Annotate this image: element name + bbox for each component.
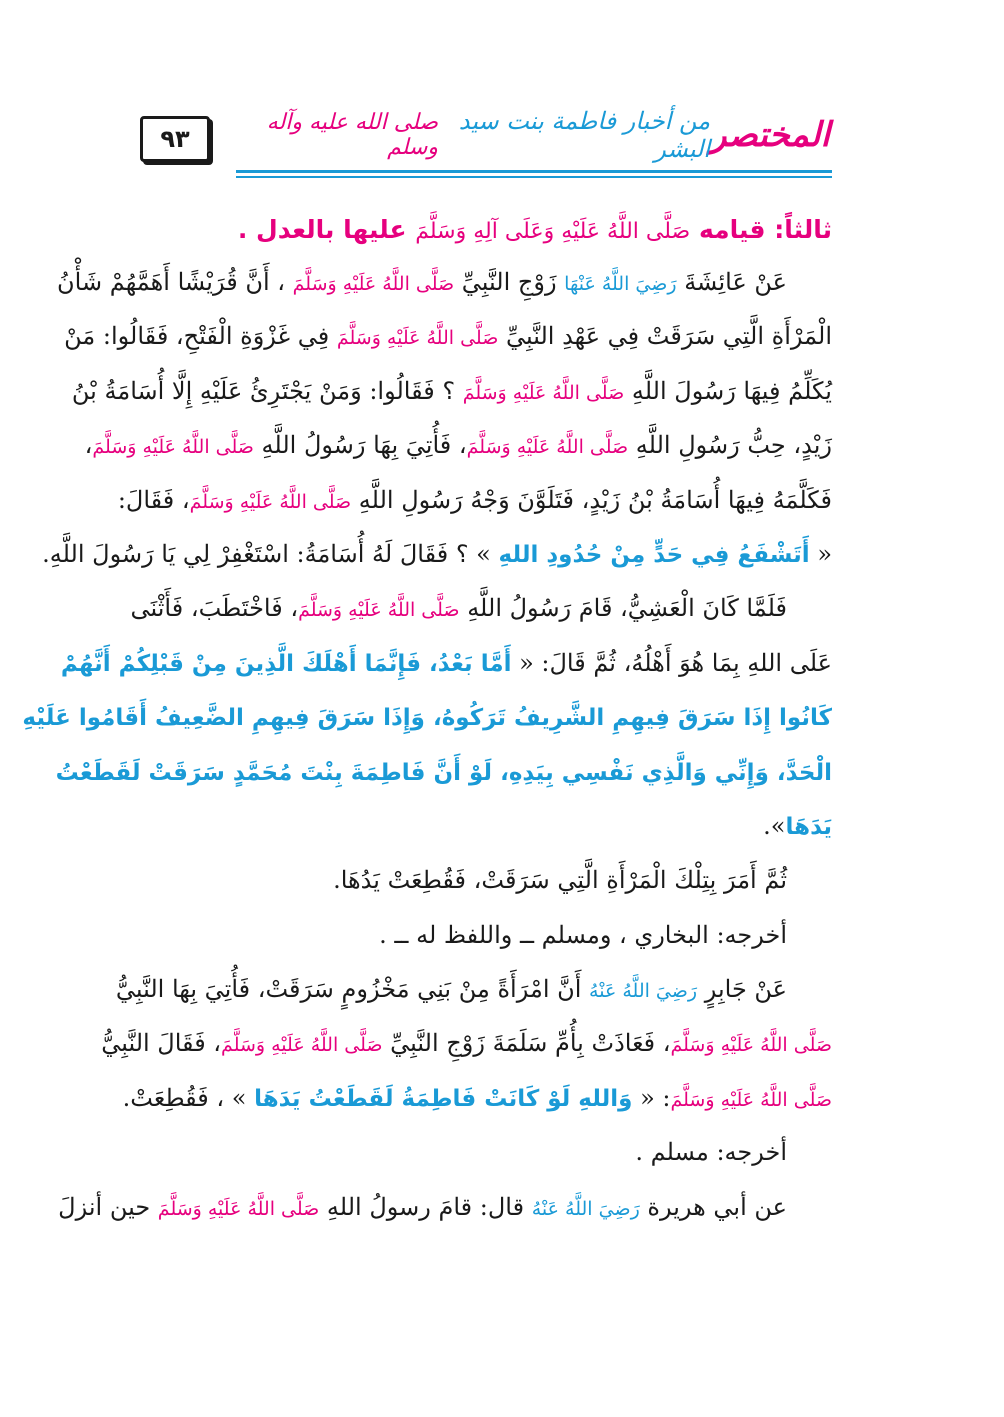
text-line [71,364,832,418]
salat-formula: صَلَّى اللَّهُ عَلَيْهِ وَسَلَّمَ [670,1088,832,1111]
text-span: ؟ فَقَالُوا: وَمَنْ يَجْتَرِئُ عَلَيْهِ إِلَّا أُسَامَةُ بْنُ [71,376,463,405]
text-span: ، فَقَالَ النَّبِيُّ [101,1029,222,1058]
text-span: قال: قامَ رسولُ اللهِ [319,1192,532,1221]
text-span: فَلَمَّا كَانَ الْعَشِيُّ، قَامَ رَسُولُ اللَّهِ [459,594,787,623]
text-span: الْمَرْأَةِ الَّتِي سَرَقَتْ فِي عَهْدِ النَّبِيِّ [498,322,832,351]
salat-formula: صَلَّى اللَّهُ عَلَيْهِ وَسَلَّمَ [336,327,499,350]
citation: أخرجه: البخاري ، ومسلم ــ واللفظ له ــ . [379,920,787,949]
text-line [64,309,832,363]
salat-formula: صَلَّى اللَّهُ عَلَيْهِ وَسَلَّمَ [466,436,629,459]
citation: أخرجه: مسلم . [635,1138,787,1167]
text-span: حين أنزلَ [58,1192,158,1221]
text-span: ، فَأُتِيَ بِهَا رَسُولُ اللَّهِ [253,431,467,460]
text-line [42,527,832,581]
text-line [172,853,832,907]
text-line [57,255,832,309]
heading-suffix: عليها بالعدل . [237,215,407,244]
citation-line [172,908,832,962]
salat-formula: صَلَّى اللَّهُ عَلَيْهِ وَسَلَّمَ [92,436,254,459]
text-span: زَيْدٍ، حِبُّ رَسُولِ اللَّهِ [628,431,832,460]
text-line [130,581,832,635]
text-span: ، أَنَّ قُرَيْشًا أَهَمَّهُمْ شَأْنُ [57,268,293,296]
text-line [115,962,832,1016]
hadith-text: الْحَدَّ، وَإِنِّي وَالَّذِي نَفْسِي بِيَدِهِ، لَوْ أَنَّ فَاطِمَةَ بِنْتَ مُحَمَّدٍ سَرَقَتْ لَقَطَعْتُ [55,759,832,786]
hadith-text: كَانُوا إِذَا سَرَقَ فِيهِمِ الشَّرِيفُ تَرَكُوهُ، وَإِذَا سَرَقَ فِيهِمِ الضَّعِيفُ أَقَامُوا عَلَيْهِ [22,705,832,732]
hadith-text: وَاللهِ لَوْ كَانَتْ فَاطِمَةُ لَقَطَعْتُ يَدَهَا [254,1085,633,1112]
text-span: ، فَقَالَ: [117,485,190,514]
text-span: » ؟ فَقَالَ لَهُ أُسَامَةُ: اسْتَغْفِرْ لِي يَا رَسُولَ اللَّهِ. [42,539,499,568]
text-span: عَنْ جَابِرٍ [697,975,787,1004]
page-body [22,205,832,1234]
salat-formula: صَلَّى اللَّهُ عَلَيْهِ وَسَلَّمَ [462,381,625,404]
header-rule-bottom [236,176,832,178]
text-span: عَلَى اللهِ بِمَا هُوَ أَهْلُهُ، ثُمَّ قَالَ: « [511,648,832,677]
text-span: يُكَلِّمُ فِيهَا رَسُولَ اللَّهِ [624,376,832,405]
header-title-sub: من أخبار فاطمة بنت سيد البشر [458,107,711,163]
radiya-formula: رَضِيَ اللَّهُ عَنْهَا [564,273,677,295]
header-rule-top [236,170,832,173]
text-span: ». [763,811,786,840]
text-span: أَنَّ امْرَأَةً مِنْ بَنِي مَخْزُومٍ سَرَقَتْ، فَأُتِيَ بِهَا النَّبِيُّ [115,975,590,1004]
page-number: ٩٣ [140,116,210,162]
text-span: ، فَعَاذَتْ بِأُمِّ سَلَمَةَ زَوْجِ النَّبِيِّ [382,1029,671,1058]
salat-formula: صَلَّى اللَّهُ عَلَيْهِ وَسَلَّمَ [298,599,460,622]
text-span: : « [632,1083,671,1112]
text-span: فَكَلَّمَهُ فِيهَا أُسَامَةُ بْنُ زَيْدٍ، فَتَلَوَّنَ وَجْهُ رَسُولِ اللَّهِ [351,485,832,514]
section-heading [172,205,832,255]
text-line [60,636,832,690]
text-span: زَوْجِ النَّبِيِّ [454,268,565,296]
salat-formula: صَلَّى اللَّهُ عَلَيْهِ وَسَلَّمَ [189,490,352,513]
text-line [22,690,832,744]
text-line [101,1016,832,1070]
text-span: ، [84,431,93,460]
hadith-text: أَتَشْفَعُ فِي حَدٍّ مِنْ حُدُودِ اللهِ [498,541,810,568]
text-line [122,1071,832,1125]
heading-prefix: ثالثاً: قيامه [698,215,832,244]
citation-line [172,1125,832,1179]
radiya-formula: رَضِيَ اللَّهُ عَنْهُ [531,1197,640,1220]
text-line [117,473,832,527]
text-span: عَنْ عَائِشَةَ [676,268,787,296]
text-span: » ، فَقُطِعَتْ. [122,1083,255,1112]
text-line [172,799,832,853]
heading-salat: صَلَّى اللَّهُ عَلَيْهِ وَعَلَى آلِهِ وَسَلَّمَ [415,219,691,244]
text-span: ثُمَّ أَمَرَ بِتِلْكَ الْمَرْأَةِ الَّتِي سَرَقَتْ، فَقُطِعَتْ يَدُهَا. [333,866,787,895]
hadith-text: أَمَّا بَعْدُ، فَإِنَّمَا أَهْلَكَ الَّذِينَ مِنْ قَبْلِكُمْ أَنَّهُمْ [60,650,512,677]
text-span: « [809,539,832,568]
salat-formula: صَلَّى اللَّهُ عَلَيْهِ وَسَلَّمَ [670,1034,832,1057]
salat-formula: صَلَّى اللَّهُ عَلَيْهِ وَسَلَّمَ [221,1034,383,1057]
header-title-main: المختصر [710,115,830,155]
header-title-salat: صلى الله عليه وآله وسلم [266,110,439,160]
text-line [55,745,832,799]
salat-formula: صَلَّى اللَّهُ عَلَيْهِ وَسَلَّمَ [157,1197,320,1220]
radiya-formula: رَضِيَ اللَّهُ عَنْهُ [589,980,698,1003]
text-span: فِي غَزْوَةِ الْفَتْحِ، فَقَالُوا: مَنْ [64,322,337,351]
text-span: عن أبي هريرة [639,1192,787,1221]
hadith-text: يَدَهَا [785,813,832,840]
text-line [58,1180,832,1234]
running-header [240,107,830,163]
text-line [84,418,832,472]
salat-formula: صَلَّى اللَّهُ عَلَيْهِ وَسَلَّمَ [292,273,455,295]
text-span: ، فَاخْتَطَبَ، فَأَثْنَى [130,594,299,623]
